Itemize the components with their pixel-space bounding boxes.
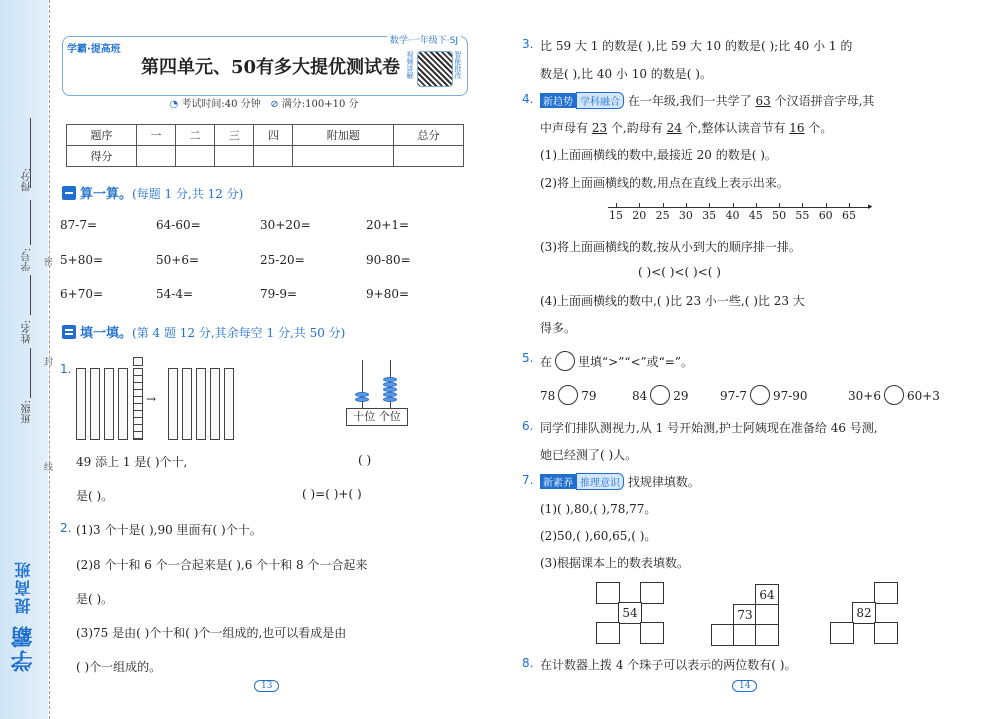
text-span: 个,整体认读音节有 xyxy=(681,121,790,135)
question-number: 6. xyxy=(522,419,534,433)
question-number: 8. xyxy=(522,656,534,670)
number-line-label: 30 xyxy=(678,209,693,222)
grid-blank[interactable] xyxy=(711,624,735,646)
grid-blank[interactable] xyxy=(755,604,779,626)
score-cell: 四 xyxy=(254,125,293,146)
question-text: 得多。 xyxy=(540,321,577,335)
exam-full-score: 满分:100+10 分 xyxy=(281,99,359,110)
compare-item xyxy=(540,385,597,405)
compare-right: 29 xyxy=(673,389,689,403)
number-line-label: 60 xyxy=(818,209,833,222)
compare-left: 84 xyxy=(632,389,648,403)
calc-item: 90-80= xyxy=(366,253,411,267)
score-cell: 得分 xyxy=(67,146,137,167)
grid-given: 82 xyxy=(852,602,876,624)
text-span: 找规律填数。 xyxy=(627,475,700,489)
compare-circle[interactable] xyxy=(884,385,904,405)
question-number: 5. xyxy=(522,351,534,365)
question-text: (4)上面画横线的数中,( )比 23 小一些,( )比 23 大 xyxy=(540,294,805,308)
score-cell: 总分 xyxy=(394,125,464,146)
subject-label: 数学·一年级下·SJ xyxy=(387,33,461,46)
score-cell: 二 xyxy=(176,125,215,146)
circle-blank-icon xyxy=(555,351,575,371)
text-span: 在一年级,我们一共学了 xyxy=(627,94,756,108)
compare-right: 60+3 xyxy=(906,389,940,403)
number-line-tick xyxy=(616,203,617,208)
name-line xyxy=(30,200,31,245)
abacus-bead-ones xyxy=(383,382,397,387)
calc-item: 25-20= xyxy=(260,253,305,267)
clock-icon: ◔ xyxy=(169,99,179,110)
section-title: 算一算。 xyxy=(80,187,133,202)
abacus-rod-tens xyxy=(362,360,363,410)
grid-given: 54 xyxy=(618,602,642,624)
question-text: (1)3 个十是( ),90 里面有( )个十。 xyxy=(76,523,262,537)
question-text: (2)50,( ),60,65,( )。 xyxy=(540,529,657,543)
text-span: 个,韵母有 xyxy=(607,121,667,135)
question-number: 7. xyxy=(522,473,534,487)
number-line-tick xyxy=(733,203,734,208)
name-line xyxy=(30,348,31,398)
question-text: (3)根据课本上的数表填数。 xyxy=(540,556,689,570)
number-line-tick xyxy=(756,203,757,208)
compare-item xyxy=(720,385,808,405)
ten-rod xyxy=(196,368,206,440)
grid-blank[interactable] xyxy=(640,622,664,644)
score-input[interactable] xyxy=(394,146,464,167)
ten-rod xyxy=(210,368,220,440)
abacus-place-labels: 十位 个位 xyxy=(346,408,408,426)
page-number: 13 xyxy=(254,680,279,692)
question-text: 同学们排队测视力,从 1 号开始测,护士阿姨现在准备给 46 号测, xyxy=(540,421,878,435)
score-input[interactable] xyxy=(136,146,175,167)
cut-line xyxy=(49,0,50,719)
grid-blank[interactable] xyxy=(830,622,854,644)
question-number: 1. xyxy=(60,362,72,376)
cut-mark: 密 xyxy=(44,258,54,268)
score-cell: 附加题 xyxy=(293,125,394,146)
section-1-header xyxy=(62,183,243,202)
cut-mark: 封 xyxy=(44,358,54,368)
question-text: (1)( ),80,( ),78,77。 xyxy=(540,502,657,516)
number-line-label: 45 xyxy=(748,209,763,222)
compare-left: 78 xyxy=(540,389,556,403)
section-note: (每题 1 分,共 12 分) xyxy=(132,187,244,201)
number-line-tick xyxy=(663,203,664,208)
question-text: 49 添上 1 是( )个十, xyxy=(76,455,188,469)
question-text xyxy=(540,119,832,136)
calc-item: 6+70= xyxy=(60,287,104,301)
text-span: 个。 xyxy=(804,121,833,135)
compare-circle[interactable] xyxy=(750,385,770,405)
grid-blank[interactable] xyxy=(596,622,620,644)
question-text: (3)将上面画横线的数,按从小到大的顺序排一排。 xyxy=(540,240,801,254)
calc-item: 87-7= xyxy=(60,218,98,232)
compare-left: 30+6 xyxy=(848,389,881,403)
number-line-tick xyxy=(779,203,780,208)
compare-right: 79 xyxy=(581,389,597,403)
calc-item: 64-60= xyxy=(156,218,201,232)
compare-circle[interactable] xyxy=(650,385,670,405)
number-line-tick xyxy=(802,203,803,208)
compare-left: 97-7 xyxy=(720,389,747,403)
underlined-number: 24 xyxy=(666,121,682,135)
brand-sub: 提高班 xyxy=(14,560,33,614)
section-number-icon xyxy=(62,186,76,200)
abacus xyxy=(346,360,408,426)
section-title: 填一填。 xyxy=(80,326,133,341)
calc-item: 5+80= xyxy=(60,253,104,267)
question-text: 是( )。 xyxy=(76,592,114,606)
exam-header xyxy=(62,36,468,96)
number-line-label: 35 xyxy=(702,209,717,222)
number-line-tick xyxy=(686,203,687,208)
question-text xyxy=(540,92,874,109)
question-text: 比 59 大 1 的数是( ),比 59 大 10 的数是( );比 40 小 1 的 xyxy=(540,39,853,53)
text-span: 个汉语拼音字母,其 xyxy=(770,94,875,108)
number-line-label: 50 xyxy=(772,209,787,222)
unit-cube xyxy=(133,357,143,366)
abacus-bead-ones xyxy=(383,392,397,397)
badge-interdisciplinary: 学科融合 xyxy=(576,92,624,109)
section-2-header xyxy=(62,322,345,341)
check-icon: ⊘ xyxy=(270,99,279,110)
number-line[interactable] xyxy=(608,200,878,226)
compare-circle[interactable] xyxy=(558,385,578,405)
score-input[interactable] xyxy=(254,146,293,167)
calc-item: 79-9= xyxy=(260,287,298,301)
exam-title: 第四单元、50有多大提优测试卷 xyxy=(141,57,401,78)
unit-cube-column xyxy=(133,368,143,440)
abacus-bead-ones xyxy=(383,397,397,402)
answer-blank[interactable]: ( ) xyxy=(358,453,372,467)
badge-new-literacy: 新素养 xyxy=(540,474,576,489)
question-text: (3)75 是由( )个十和( )个一组成的,也可以看成是由 xyxy=(76,626,347,640)
badge-new-trend: 新趋势 xyxy=(540,93,576,108)
calc-item: 20+1= xyxy=(366,218,410,232)
question-text xyxy=(540,473,700,490)
ten-rod xyxy=(118,368,128,440)
ten-rod xyxy=(224,368,234,440)
question-text: ( )个一组成的。 xyxy=(76,660,162,674)
arrow-icon: ▸ xyxy=(868,202,873,212)
score-cell: 三 xyxy=(215,125,254,146)
number-line-tick xyxy=(709,203,710,208)
grid-blank[interactable] xyxy=(874,622,898,644)
number-line-label: 40 xyxy=(725,209,740,222)
field-id-label: 学号: xyxy=(22,248,33,272)
question-text: 是( )。 xyxy=(76,489,114,503)
text-span: 中声母有 xyxy=(540,121,592,135)
question-text xyxy=(540,351,693,371)
exam-time: 考试时间:40 分钟 xyxy=(181,99,261,110)
question-text: (2)将上面画横线的数,用点在直线上表示出来。 xyxy=(540,176,789,190)
badge-reasoning: 推理意识 xyxy=(576,473,624,490)
section-number-icon xyxy=(62,325,76,339)
ten-rod xyxy=(90,368,100,440)
underlined-number: 23 xyxy=(591,121,608,135)
score-input[interactable] xyxy=(293,146,394,167)
qr-label-right: 智能批改 xyxy=(454,51,462,79)
grid-blank[interactable] xyxy=(874,582,898,604)
score-value-row xyxy=(67,146,464,167)
number-line-label: 25 xyxy=(655,209,670,222)
number-line-label: 20 xyxy=(632,209,647,222)
question-text: (1)上面画横线的数中,最接近 20 的数是( )。 xyxy=(540,148,777,162)
score-table xyxy=(66,124,464,167)
compare-item xyxy=(632,385,689,405)
abacus-bead-ones xyxy=(383,387,397,392)
answer-blank[interactable]: ( )=( )+( ) xyxy=(302,487,362,501)
compare-item xyxy=(848,385,940,405)
score-input[interactable] xyxy=(176,146,215,167)
answer-blank[interactable]: ( )<( )<( )<( ) xyxy=(638,265,721,279)
question-number: 2. xyxy=(60,521,72,535)
grid-given: 64 xyxy=(755,584,779,606)
qr-label-left: 视频讲解 xyxy=(406,51,414,79)
number-line-label: 55 xyxy=(795,209,810,222)
cut-mark: 线 xyxy=(44,463,54,473)
arrow-icon: → xyxy=(146,392,157,406)
question-number: 3. xyxy=(522,37,534,51)
score-cell: 一 xyxy=(136,125,175,146)
grid-blank[interactable] xyxy=(755,624,779,646)
abacus-bead-tens xyxy=(355,392,369,397)
ten-rod xyxy=(104,368,114,440)
field-name-label: 姓名: xyxy=(22,320,33,344)
brand-logo xyxy=(8,560,39,672)
question-text: 数是( ),比 40 小 10 的数是( )。 xyxy=(540,67,712,81)
qr-code[interactable] xyxy=(417,51,453,87)
grid-blank[interactable] xyxy=(733,624,757,646)
compare-right: 97-90 xyxy=(772,389,808,403)
page-number: 14 xyxy=(732,680,757,692)
number-line-axis xyxy=(608,207,870,208)
question-number: 4. xyxy=(522,92,534,106)
question-text: 在计数器上拨 4 个珠子可以表示的两位数有( )。 xyxy=(540,658,797,672)
ten-rod xyxy=(76,368,86,440)
field-class-label: 班级: xyxy=(22,400,33,424)
brand-name: 学霸 xyxy=(11,623,36,672)
number-line-tick xyxy=(849,203,850,208)
calc-item: 50+6= xyxy=(156,253,200,267)
grid-given: 73 xyxy=(733,604,757,626)
grid-blank[interactable] xyxy=(640,582,664,604)
text-span: 里填“>”“<”或“=”。 xyxy=(578,355,693,369)
score-header-row xyxy=(67,125,464,146)
grid-blank[interactable] xyxy=(596,582,620,604)
ten-rod xyxy=(168,368,178,440)
number-line-label: 65 xyxy=(842,209,856,222)
calc-item: 9+80= xyxy=(366,287,410,301)
underlined-number: 16 xyxy=(789,121,805,135)
underlined-number: 63 xyxy=(755,94,771,108)
number-line-tick xyxy=(826,203,827,208)
exam-meta xyxy=(62,95,466,110)
text-span: 在 xyxy=(540,355,553,369)
calc-item: 30+20= xyxy=(260,218,311,232)
calc-item: 54-4= xyxy=(156,287,194,301)
number-line-tick xyxy=(639,203,640,208)
abacus-bead-tens xyxy=(355,397,369,402)
question-text: (2)8 个十和 6 个一合起来是( ),6 个十和 8 个一合起来 xyxy=(76,558,368,572)
name-line xyxy=(30,275,31,315)
score-cell: 题序 xyxy=(67,125,137,146)
series-tag: 学霸·提高班 xyxy=(67,44,121,55)
question-text: 她已经测了( )人。 xyxy=(540,448,638,462)
ten-rod xyxy=(182,368,192,440)
field-score-label: 得分: xyxy=(22,168,33,192)
section-note: (第 4 题 12 分,其余每空 1 分,共 50 分) xyxy=(132,326,346,340)
number-line-label: 15 xyxy=(609,209,623,222)
score-input[interactable] xyxy=(215,146,254,167)
abacus-bead-ones xyxy=(383,377,397,382)
